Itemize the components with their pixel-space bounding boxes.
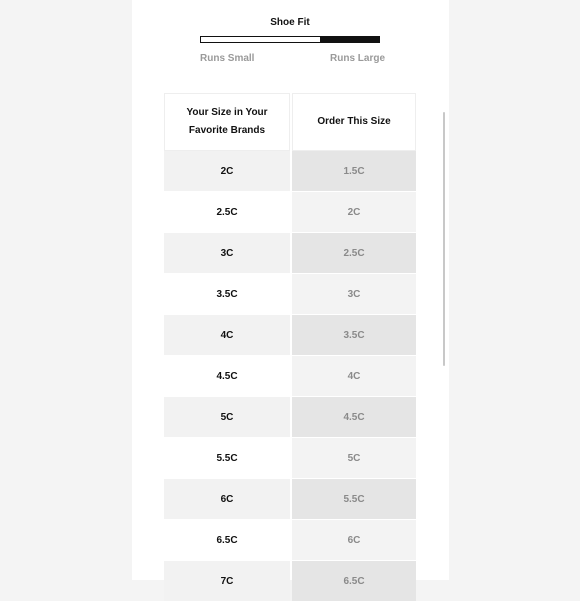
shoe-fit-bar [200, 36, 380, 43]
your-size-cell: 5C [164, 397, 290, 437]
your-size-cell: 7C [164, 561, 290, 601]
table-row [164, 314, 416, 355]
order-size-cell: 4C [292, 356, 416, 396]
your-size-cell: 2C [164, 151, 290, 191]
table-row [164, 232, 416, 273]
table-row [164, 437, 416, 478]
runs-large-label: Runs Large [330, 53, 386, 64]
table-row [164, 191, 416, 232]
order-size-cell: 2C [292, 192, 416, 232]
runs-small-label: Runs Small [200, 53, 255, 64]
order-size-cell: 6C [292, 520, 416, 560]
order-size-cell: 5.5C [292, 479, 416, 519]
table-row [164, 396, 416, 437]
order-size-cell: 6.5C [292, 561, 416, 601]
your-size-cell: 4.5C [164, 356, 290, 396]
your-size-cell: 3C [164, 233, 290, 273]
order-size-cell: 1.5C [292, 151, 416, 191]
your-size-cell: 4C [164, 315, 290, 355]
header-order-size: Order This Size [292, 93, 416, 151]
shoe-fit-fill [320, 37, 379, 42]
table-body [164, 151, 416, 601]
your-size-cell: 3.5C [164, 274, 290, 314]
table-row [164, 478, 416, 519]
table-row [164, 273, 416, 314]
scrollbar[interactable] [443, 112, 445, 366]
table-header-row [164, 93, 416, 151]
order-size-cell: 5C [292, 438, 416, 478]
order-size-cell: 3C [292, 274, 416, 314]
order-size-cell: 4.5C [292, 397, 416, 437]
table-row [164, 560, 416, 601]
your-size-cell: 2.5C [164, 192, 290, 232]
table-row [164, 151, 416, 191]
your-size-cell: 6C [164, 479, 290, 519]
table-row [164, 519, 416, 560]
shoe-fit-title: Shoe Fit [270, 17, 310, 28]
your-size-cell: 6.5C [164, 520, 290, 560]
table-row [164, 355, 416, 396]
your-size-cell: 5.5C [164, 438, 290, 478]
order-size-cell: 2.5C [292, 233, 416, 273]
header-your-size: Your Size in Your Favorite Brands [164, 93, 290, 151]
size-conversion-table [164, 93, 416, 601]
order-size-cell: 3.5C [292, 315, 416, 355]
